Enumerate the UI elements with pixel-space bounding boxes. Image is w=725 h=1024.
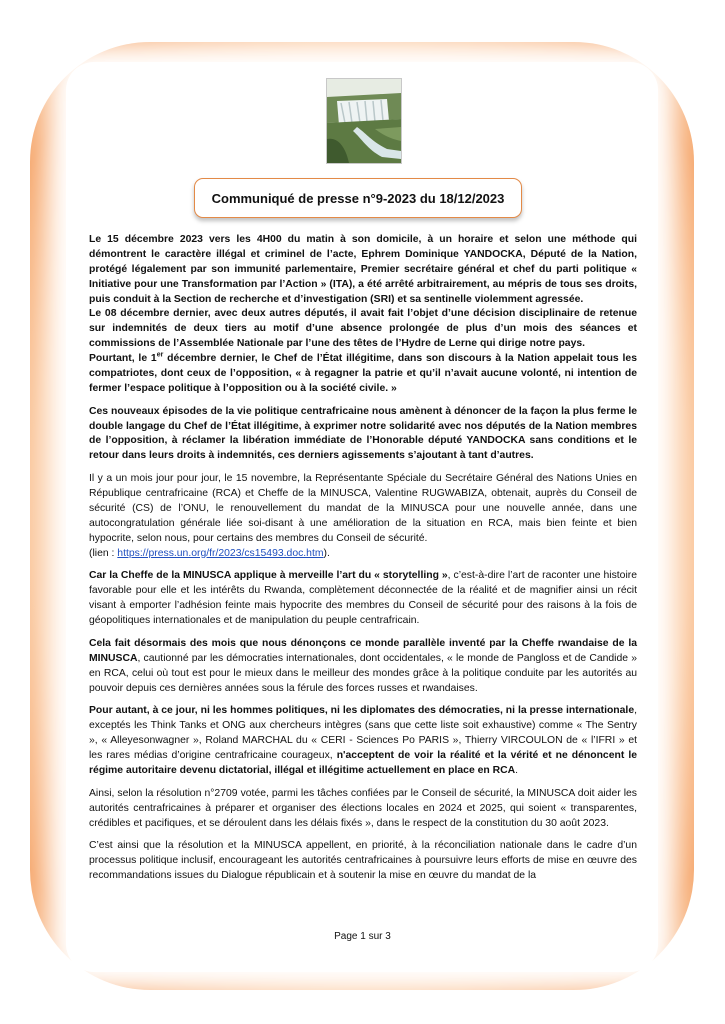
press-release-body [89, 233, 637, 892]
paragraph-disciplinary-decision: Le 08 décembre dernier, avec deux autres députés, il avait fait l’objet d’une décision disciplinaire de retenue sur indemnités de deux tiers au motif d’une absence prolongée de plus d’un mois des séances et commissions de l’Assemblée Nationale par l’une des têtes de l’Hydre de Lerne qui dirige notre pays. [89, 308, 637, 350]
paragraph-international-silence: Pour autant, à ce jour, ni les hommes politiques, ni les diplomates des démocraties, ni la presse internationale, exceptés les Think Tanks et ONG aux chercheurs intègres (sans que cette liste soit exhaustive) comme « The Sentry », « Alleyesonwagner », Roland MARCHAL du « CERI - Sciences Po PARIS », Thierry VIRCOULON de « l’IFRI » et les rares médias d’origine centrafricaine courageux, n'acceptent de voir la réalité et la vérité et ne dénoncent le régime autoritaire devenu dictatorial, illégal et illégitime actuellement en place en RCA. [89, 705, 637, 776]
paragraph-resolution: Ainsi, selon la résolution n°2709 votée, parmi les tâches confiées par le Conseil de sécurité, la MINUSCA doit aider les autorités centrafricaines à préparer et organiser des élections locales en 2024 et 2025, qui soient « transparentes, crédibles et pacifiques, et se déroulent dans les délais fixés », dans le respect de la constitution du 30 août 2023. [89, 787, 637, 829]
un-press-link[interactable]: https://press.un.org/fr/2023/cs15493.doc.htm [117, 547, 324, 559]
paragraph-reconciliation: C’est ainsi que la résolution et la MINUSCA appellent, en priorité, à la réconciliation nationale dans le cadre d’un processus politique inclusif, encourageant les autorités centrafricaines à poursuivre leurs efforts de mise en œuvre des recommandations issues du Dialogue républicain et à soutenir la mise en œuvre du mandat de la [89, 840, 637, 882]
paragraph-speech: Pourtant, le 1er décembre dernier, le Chef de l’État illégitime, dans son discours à la Nation appelait tous les compatriotes, dont ceux de l’opposition, « à regagner la patrie et qu’il n’avait aucune volonté, ni intention de fermer l’espace politique à l’opposition ou à la société civile. » [89, 351, 637, 394]
waterfall-photo [326, 78, 402, 164]
paragraph-storytelling: Car la Cheffe de la MINUSCA applique à merveille l’art du « storytelling », c’est-à-dire l’art de raconter une histoire favorable pour elle et les intérêts du Rwanda, complètement déconnectée de la réalité et de magnifier ainsi un récit visant à emporter l’adhésion feinte mais hypocrite des membres du Conseil de sécurité pour des raisons à la fois de géopolitiques internationales et de manipulation du peuple centrafricain. [89, 570, 638, 626]
paragraph-parallel-world: Cela fait désormais des mois que nous dénonçons ce monde parallèle inventé par la Cheffe rwandaise de la MINUSCA, cautionné par les démocraties internationales, dont occidentales, « le monde de Pangloss et de Candide » en RCA, celui où tout est pour le mieux dans le meilleur des mondes grâce à la politique conduite par les autorités au pouvoir depuis ces dernières années sous la férule des forces russes et rwandaises. [89, 637, 637, 694]
paragraph-arrest: Le 15 décembre 2023 vers les 4H00 du matin à son domicile, à un horaire et selon une méthode qui démontrent le caractère illégal et criminel de l’acte, Ephrem Dominique YANDOCKA, Député de la Nation, protégé légalement par son immunité parlementaire, Premier secrétaire général et chef du parti politique « Initiative pour une Transformation par l’Action » (ITA), a été arrêté arbitrairement, au mépris de tous ses droits, puis conduit à la Section de recherche et d’investigation (SRI) et sa sentinelle violemment agressée. [89, 234, 637, 305]
paragraph-denunciation: Ces nouveaux épisodes de la vie politique centrafricaine nous amènent à dénoncer de la façon la plus ferme le double langage du Chef de l’État illégitime, à exprimer notre solidarité avec nos députés de la Nation membres de l’opposition, à réclamer la libération immédiate de l’Honorable député YANDOCKA sans conditions et le retour dans leurs droits à indemnités, ces derniers agissements s’ajoutant à tant d’autres. [89, 405, 637, 462]
press-release-title: Communiqué de presse n°9-2023 du 18/12/2023 [194, 178, 522, 218]
page-number: Page 1 sur 3 [334, 931, 391, 942]
paragraph-minusca-mandate: Il y a un mois jour pour jour, le 15 novembre, la Représentante Spéciale du Secrétaire Général des Nations Unies en République centrafricaine (RCA) et Cheffe de la MINUSCA, Valentine RUGWABIZA, obtenait, auprès du Conseil de sécurité (CS) de l’ONU, le renouvellement du mandat de la MINUSCA pour une nouvelle année, dans une autocongratulation générale liée soi-disant à une amélioration de la situation en RCA, mais bien feinte et bien hypocrite, selon nous, pour certains des membres du Conseil de sécurité. (lien : https://press.un.org/fr/2023/cs15493.doc.htm). [89, 473, 637, 559]
